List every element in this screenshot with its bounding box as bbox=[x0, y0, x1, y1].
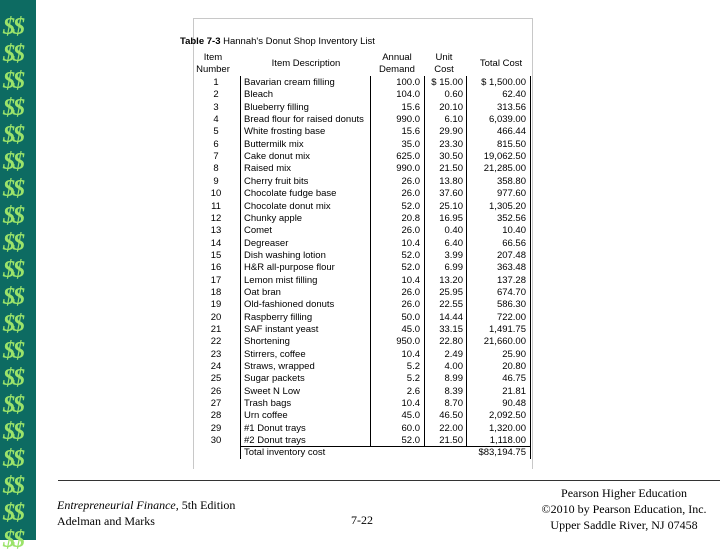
item-number: 20 bbox=[210, 311, 222, 323]
footer-publisher-info bbox=[534, 485, 714, 533]
dollar-mark: $$ bbox=[3, 527, 23, 553]
footer-book-info bbox=[57, 497, 235, 529]
annual-demand: 26.0 bbox=[401, 299, 420, 311]
total-cost: 66.56 bbox=[502, 237, 526, 249]
item-number: 30 bbox=[210, 435, 222, 447]
item-description: Blueberry filling bbox=[244, 101, 309, 113]
unit-cost: 22.55 bbox=[439, 299, 463, 311]
item-number: 22 bbox=[210, 336, 222, 348]
annual-demand: 15.6 bbox=[401, 101, 420, 113]
annual-demand: 45.0 bbox=[401, 410, 420, 422]
item-description: Raspberry filling bbox=[244, 311, 313, 323]
item-number: 4 bbox=[213, 114, 219, 126]
unit-cost: 37.60 bbox=[439, 188, 463, 200]
dollar-mark: $$ bbox=[3, 176, 23, 202]
item-description: #1 Donut trays bbox=[244, 422, 306, 434]
total-label: Total inventory cost bbox=[244, 447, 326, 458]
unit-cost: 21.50 bbox=[439, 435, 463, 447]
item-description: H&R all-purpose flour bbox=[244, 262, 335, 274]
total-value: $83,194.75 bbox=[478, 447, 526, 458]
annual-demand: 26.0 bbox=[401, 286, 420, 298]
annual-demand: 52.0 bbox=[401, 435, 420, 447]
item-number: 23 bbox=[210, 348, 222, 360]
total-cost: 25.90 bbox=[502, 348, 526, 360]
item-description: Chocolate fudge base bbox=[244, 188, 337, 200]
total-cost: 1,320.00 bbox=[489, 422, 526, 434]
unit-cost: $ 15.00 bbox=[431, 77, 463, 88]
unit-cost: 33.15 bbox=[439, 324, 463, 335]
header-unit-line2: Cost bbox=[434, 64, 454, 75]
dollar-mark: $$ bbox=[3, 68, 23, 94]
annual-demand: 52.0 bbox=[401, 200, 420, 212]
column-divider bbox=[240, 76, 241, 459]
footer-rule bbox=[58, 480, 720, 481]
item-number: 9 bbox=[213, 175, 219, 187]
item-number: 1 bbox=[213, 77, 219, 88]
dollar-mark: $$ bbox=[3, 14, 23, 40]
dollar-mark: $$ bbox=[3, 392, 23, 418]
annual-demand: 990.0 bbox=[396, 114, 420, 126]
unit-cost: 8.70 bbox=[444, 398, 463, 410]
table-title: Hannah's Donut Shop Inventory List bbox=[223, 36, 375, 47]
total-cost: $ 1,500.00 bbox=[481, 77, 526, 88]
annual-demand: 45.0 bbox=[401, 324, 420, 335]
item-number: 8 bbox=[213, 163, 219, 175]
dollar-mark: $$ bbox=[3, 338, 23, 364]
total-cost: 10.40 bbox=[502, 225, 526, 237]
annual-demand: 5.2 bbox=[406, 361, 420, 373]
dollar-mark: $$ bbox=[3, 95, 23, 121]
total-cost: 358.80 bbox=[496, 175, 526, 187]
unit-cost: 16.95 bbox=[439, 212, 463, 224]
dollar-mark: $$ bbox=[3, 230, 23, 256]
item-number: 24 bbox=[210, 361, 222, 373]
item-number: 19 bbox=[210, 299, 222, 311]
item-description: Bleach bbox=[244, 89, 274, 101]
header-demand bbox=[374, 52, 420, 76]
unit-cost: 13.20 bbox=[439, 274, 463, 286]
header-demand-line2: Demand bbox=[379, 64, 415, 75]
item-number: 27 bbox=[210, 398, 222, 410]
unit-cost: 4.00 bbox=[444, 361, 463, 373]
annual-demand: 50.0 bbox=[401, 311, 420, 323]
item-description: Sugar packets bbox=[244, 373, 305, 385]
unit-cost: 30.50 bbox=[439, 151, 463, 163]
item-description: Bavarian cream filling bbox=[244, 77, 335, 88]
unit-cost: 6.10 bbox=[444, 114, 463, 126]
dollar-mark: $$ bbox=[3, 257, 23, 283]
item-description: #2 Donut trays bbox=[244, 435, 306, 447]
total-cost: 90.48 bbox=[502, 398, 526, 410]
item-description: Old-fashioned donuts bbox=[244, 299, 335, 311]
item-number: 5 bbox=[213, 126, 219, 138]
item-number: 29 bbox=[210, 422, 222, 434]
item-description: Buttermilk mix bbox=[244, 138, 304, 150]
unit-cost: 6.99 bbox=[444, 262, 463, 274]
header-description: Item Description bbox=[271, 58, 341, 69]
dollar-mark: $$ bbox=[3, 203, 23, 229]
unit-cost: 8.99 bbox=[444, 373, 463, 385]
footer-location: Upper Saddle River, NJ 07458 bbox=[550, 518, 698, 532]
item-number: 3 bbox=[213, 101, 219, 113]
item-number: 15 bbox=[210, 249, 222, 261]
item-number: 10 bbox=[210, 188, 222, 200]
footer-copyright: ©2010 by Pearson Education, Inc. bbox=[541, 502, 707, 516]
item-description: Trash bags bbox=[244, 398, 292, 410]
item-description: Chocolate donut mix bbox=[244, 200, 331, 212]
item-description: Oat bran bbox=[244, 286, 281, 298]
footer-edition: 5th Edition bbox=[178, 498, 236, 512]
annual-demand: 5.2 bbox=[406, 373, 420, 385]
dollar-mark: $$ bbox=[3, 284, 23, 310]
total-cost: 20.80 bbox=[502, 361, 526, 373]
unit-cost: 0.40 bbox=[444, 225, 463, 237]
annual-demand: 950.0 bbox=[396, 336, 420, 348]
header-item-line1: Item bbox=[203, 52, 223, 63]
header-demand-line1: Annual bbox=[382, 52, 412, 63]
total-cost: 137.28 bbox=[496, 274, 526, 286]
total-cost: 1,305.20 bbox=[489, 200, 526, 212]
footer-authors: Adelman and Marks bbox=[57, 514, 155, 528]
item-number: 18 bbox=[210, 286, 222, 298]
dollar-mark: $$ bbox=[3, 122, 23, 148]
item-number: 7 bbox=[213, 151, 219, 163]
header-unit-line1: Unit bbox=[435, 52, 453, 63]
total-cost: 62.40 bbox=[502, 89, 526, 101]
item-number: 14 bbox=[210, 237, 222, 249]
item-description: Straws, wrapped bbox=[244, 361, 315, 373]
item-description: Sweet N Low bbox=[244, 385, 300, 397]
unit-cost: 29.90 bbox=[439, 126, 463, 138]
item-description: Cherry fruit bits bbox=[244, 175, 309, 187]
item-description: Raised mix bbox=[244, 163, 291, 175]
unit-cost: 25.10 bbox=[439, 200, 463, 212]
item-description: Shortening bbox=[244, 336, 290, 348]
header-unit-cost bbox=[424, 52, 464, 76]
annual-demand: 60.0 bbox=[401, 422, 420, 434]
total-cost: 352.56 bbox=[496, 212, 526, 224]
total-cost: 674.70 bbox=[496, 286, 526, 298]
footer-book-line bbox=[57, 497, 235, 513]
table-caption bbox=[180, 36, 375, 47]
item-number: 16 bbox=[210, 262, 222, 274]
column-divider bbox=[530, 76, 531, 459]
annual-demand: 10.4 bbox=[401, 398, 420, 410]
item-number: 17 bbox=[210, 274, 222, 286]
dollar-mark: $$ bbox=[3, 500, 23, 526]
footer-book-title: Entrepreneurial Finance, bbox=[57, 498, 179, 512]
annual-demand: 100.0 bbox=[396, 77, 420, 88]
unit-cost: 21.50 bbox=[439, 163, 463, 175]
decorative-sidebar bbox=[0, 0, 36, 553]
annual-demand: 10.4 bbox=[401, 237, 420, 249]
item-number: 26 bbox=[210, 385, 222, 397]
annual-demand: 104.0 bbox=[396, 89, 420, 101]
item-description: Comet bbox=[244, 225, 272, 237]
annual-demand: 26.0 bbox=[401, 225, 420, 237]
annual-demand: 625.0 bbox=[396, 151, 420, 163]
dollar-mark: $$ bbox=[3, 419, 23, 445]
item-description: Urn coffee bbox=[244, 410, 288, 422]
unit-cost: 46.50 bbox=[439, 410, 463, 422]
unit-cost: 3.99 bbox=[444, 249, 463, 261]
dollar-mark: $$ bbox=[3, 446, 23, 472]
header-total-cost: Total Cost bbox=[479, 58, 523, 69]
column-divider bbox=[466, 76, 467, 446]
item-description: Chunky apple bbox=[244, 212, 303, 224]
item-description: White frosting base bbox=[244, 126, 326, 138]
unit-cost: 22.80 bbox=[439, 336, 463, 348]
unit-cost: 0.60 bbox=[444, 89, 463, 101]
total-cost: 21,660.00 bbox=[483, 336, 526, 348]
annual-demand: 26.0 bbox=[401, 188, 420, 200]
total-cost: 722.00 bbox=[496, 311, 526, 323]
unit-cost: 13.80 bbox=[439, 175, 463, 187]
dollar-mark: $$ bbox=[3, 41, 23, 67]
item-description: Bread flour for raised donuts bbox=[244, 114, 364, 126]
item-description: SAF instant yeast bbox=[244, 324, 319, 335]
footer-publisher: Pearson Higher Education bbox=[561, 486, 687, 500]
annual-demand: 52.0 bbox=[401, 262, 420, 274]
unit-cost: 22.00 bbox=[439, 422, 463, 434]
total-cost: 21,285.00 bbox=[483, 163, 526, 175]
dollar-mark: $$ bbox=[3, 365, 23, 391]
unit-cost: 20.10 bbox=[439, 101, 463, 113]
page-number: 7-22 bbox=[351, 513, 373, 527]
total-cost: 21.81 bbox=[502, 385, 526, 397]
annual-demand: 15.6 bbox=[401, 126, 420, 138]
total-cost: 1,118.00 bbox=[489, 435, 526, 447]
item-number: 6 bbox=[213, 138, 219, 150]
total-cost: 19,062.50 bbox=[483, 151, 526, 163]
column-divider bbox=[424, 76, 425, 446]
dollar-mark: $$ bbox=[3, 149, 23, 175]
total-cost: 313.56 bbox=[496, 101, 526, 113]
item-number: 12 bbox=[210, 212, 222, 224]
unit-cost: 2.49 bbox=[444, 348, 463, 360]
item-description: Dish washing lotion bbox=[244, 249, 326, 261]
annual-demand: 26.0 bbox=[401, 175, 420, 187]
item-number: 21 bbox=[210, 324, 222, 335]
unit-cost: 14.44 bbox=[439, 311, 463, 323]
item-number: 13 bbox=[210, 225, 222, 237]
total-cost: 1,491.75 bbox=[489, 324, 526, 335]
annual-demand: 20.8 bbox=[401, 212, 420, 224]
annual-demand: 10.4 bbox=[401, 348, 420, 360]
item-description: Degreaser bbox=[244, 237, 289, 249]
unit-cost: 25.95 bbox=[439, 286, 463, 298]
total-cost: 977.60 bbox=[496, 188, 526, 200]
annual-demand: 10.4 bbox=[401, 274, 420, 286]
total-cost: 586.30 bbox=[496, 299, 526, 311]
unit-cost: 23.30 bbox=[439, 138, 463, 150]
dollar-mark: $$ bbox=[3, 311, 23, 337]
total-cost: 363.48 bbox=[496, 262, 526, 274]
item-number: 28 bbox=[210, 410, 222, 422]
dollar-mark: $$ bbox=[3, 473, 23, 499]
total-cost: 815.50 bbox=[496, 138, 526, 150]
unit-cost: 8.39 bbox=[444, 385, 463, 397]
total-cost: 466.44 bbox=[496, 126, 526, 138]
annual-demand: 35.0 bbox=[401, 138, 420, 150]
item-number: 2 bbox=[213, 89, 219, 101]
annual-demand: 990.0 bbox=[396, 163, 420, 175]
item-description: Stirrers, coffee bbox=[244, 348, 306, 360]
item-number: 11 bbox=[211, 200, 221, 212]
column-divider bbox=[370, 76, 371, 446]
table-label: Table 7-3 bbox=[180, 36, 221, 47]
item-number: 25 bbox=[210, 373, 222, 385]
annual-demand: 2.6 bbox=[406, 385, 420, 397]
total-cost: 207.48 bbox=[496, 249, 526, 261]
unit-cost: 6.40 bbox=[444, 237, 463, 249]
header-item-line2: Number bbox=[196, 64, 230, 75]
annual-demand: 52.0 bbox=[401, 249, 420, 261]
item-description: Cake donut mix bbox=[244, 151, 311, 163]
header-item-number bbox=[195, 52, 231, 76]
total-cost: 6,039.00 bbox=[489, 114, 526, 126]
total-cost: 46.75 bbox=[502, 373, 526, 385]
item-description: Lemon mist filling bbox=[244, 274, 318, 286]
total-cost: 2,092.50 bbox=[489, 410, 526, 422]
